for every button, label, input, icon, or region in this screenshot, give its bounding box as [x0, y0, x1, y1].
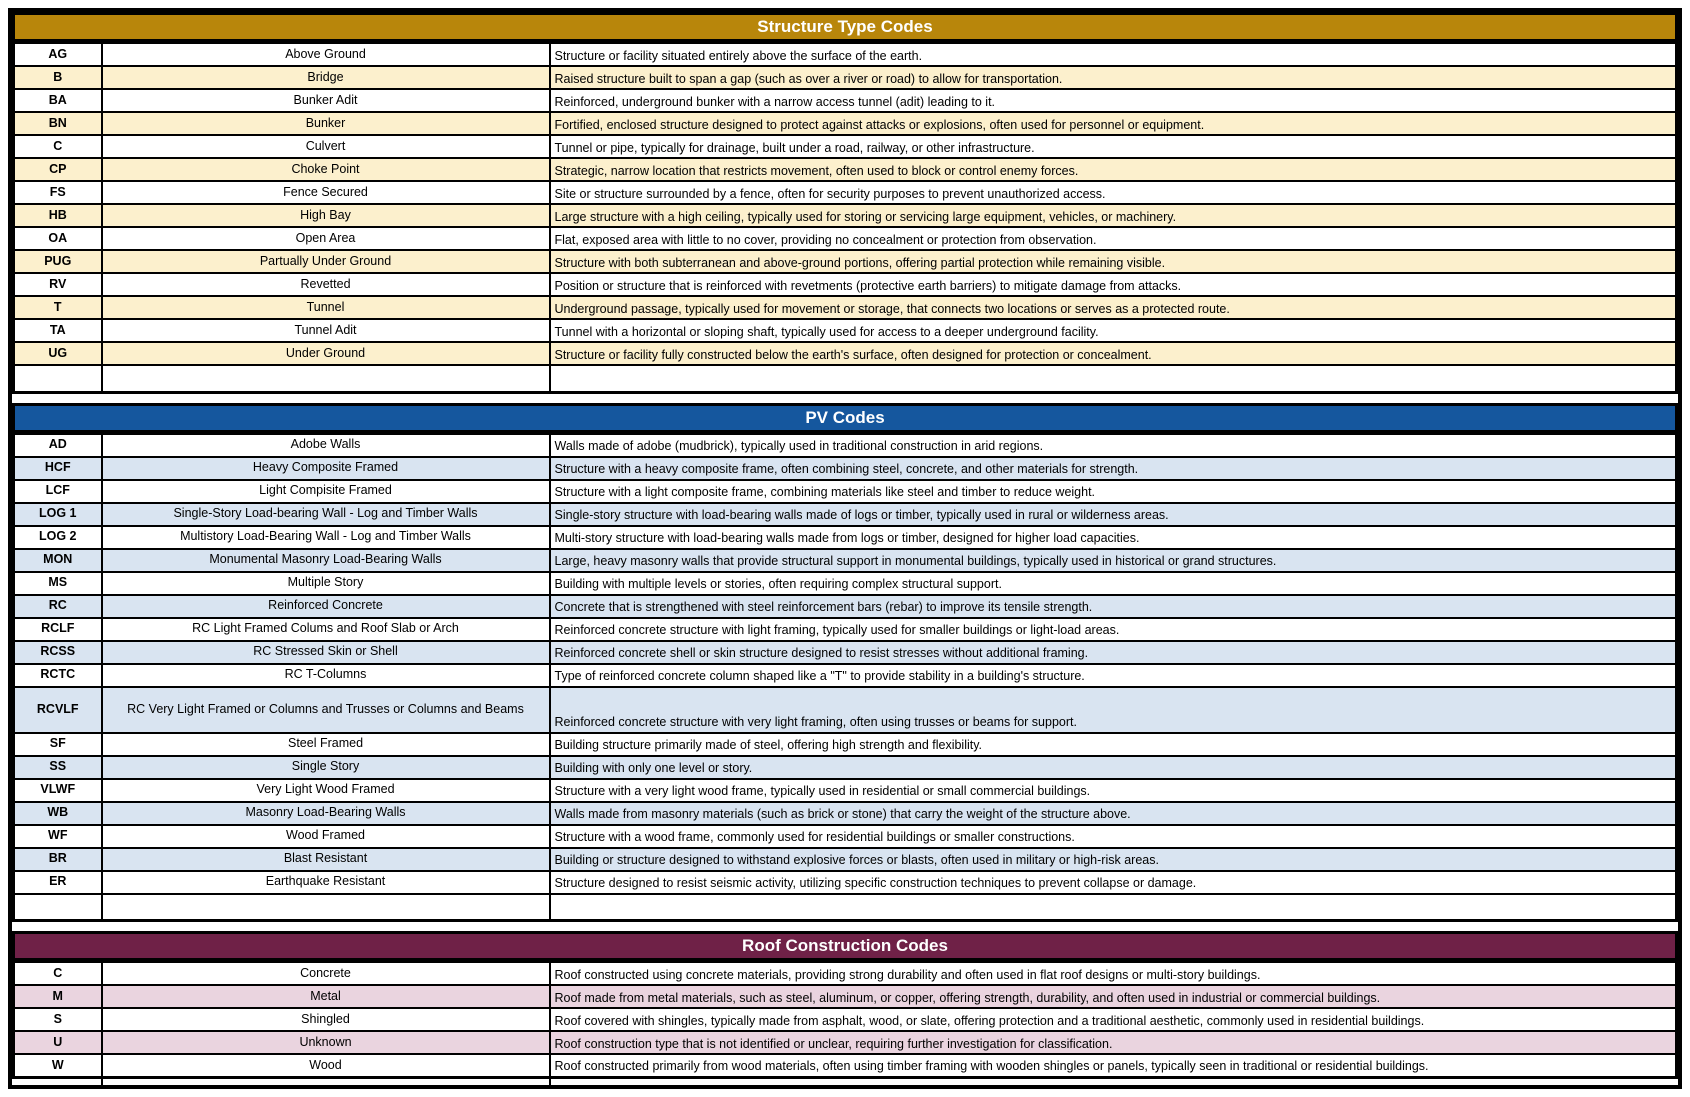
table-row [14, 227, 1677, 250]
name-cell: Very Light Wood Framed [102, 779, 550, 802]
name-cell: Metal [102, 985, 550, 1008]
table-row [14, 250, 1677, 273]
table-row [14, 319, 1677, 342]
code-cell: CP [14, 158, 102, 181]
desc-cell: Structure with a wood frame, commonly used for residential buildings or smaller constructions. [550, 825, 1677, 848]
desc-cell: Multi-story structure with load-bearing walls made from logs or timber, designed for higher load capacities. [550, 526, 1677, 549]
desc-cell: Walls made of adobe (mudbrick), typically used in traditional construction in arid regions. [550, 434, 1677, 457]
desc-cell: Large structure with a high ceiling, typically used for storing or servicing large equipment, vehicles, or machinery. [550, 204, 1677, 227]
empty-cell [550, 894, 1677, 921]
table-row [14, 181, 1677, 204]
name-cell: Blast Resistant [102, 848, 550, 871]
code-cell: UG [14, 342, 102, 365]
desc-cell: Site or structure surrounded by a fence, often for security purposes to prevent unauthorized access. [550, 181, 1677, 204]
name-cell: Single Story [102, 756, 550, 779]
section-title: Roof Construction Codes [742, 936, 948, 955]
table-row [14, 526, 1677, 549]
code-cell: U [14, 1031, 102, 1054]
code-cell: HCF [14, 457, 102, 480]
table-row [14, 733, 1677, 756]
code-cell: AD [14, 434, 102, 457]
code-cell: C [14, 135, 102, 158]
desc-cell: Walls made from masonry materials (such as brick or stone) that carry the weight of the structure above. [550, 802, 1677, 825]
code-cell: S [14, 1008, 102, 1031]
table-row [14, 273, 1677, 296]
table-row [14, 296, 1677, 319]
name-cell: Monumental Masonry Load-Bearing Walls [102, 549, 550, 572]
section-header-roof-construction-codes [12, 931, 1678, 961]
section-header-pv-codes [12, 403, 1678, 433]
empty-separator-row [14, 365, 1677, 392]
code-cell: W [14, 1054, 102, 1077]
name-cell: Partually Under Ground [102, 250, 550, 273]
code-cell: MS [14, 572, 102, 595]
name-cell: Under Ground [102, 342, 550, 365]
table-row [14, 549, 1677, 572]
table-row [14, 595, 1677, 618]
table-row [14, 825, 1677, 848]
code-cell: RCTC [14, 664, 102, 687]
name-cell: Fence Secured [102, 181, 550, 204]
name-cell: Bridge [102, 66, 550, 89]
pv-codes-table [12, 433, 1678, 923]
code-cell: WB [14, 802, 102, 825]
name-cell: RC Stressed Skin or Shell [102, 641, 550, 664]
code-cell: BN [14, 112, 102, 135]
empty-cell [550, 365, 1677, 392]
name-cell: RC Very Light Framed or Columns and Trusses or Columns and Beams [102, 687, 550, 733]
name-cell: Shingled [102, 1008, 550, 1031]
table-row [14, 756, 1677, 779]
desc-cell: Structure or facility fully constructed below the earth's surface, often designed for protection or concealment. [550, 342, 1677, 365]
desc-cell: Concrete that is strengthened with steel reinforcement bars (rebar) to improve its tensile strength. [550, 595, 1677, 618]
empty-cell [14, 365, 102, 392]
desc-cell: Raised structure built to span a gap (such as over a river or road) to allow for transportation. [550, 66, 1677, 89]
desc-cell: Reinforced, underground bunker with a narrow access tunnel (adit) leading to it. [550, 89, 1677, 112]
name-cell: Masonry Load-Bearing Walls [102, 802, 550, 825]
table-row [14, 1054, 1677, 1077]
name-cell: Multiple Story [102, 572, 550, 595]
empty-cell [102, 365, 550, 392]
name-cell: Revetted [102, 273, 550, 296]
code-cell: SS [14, 756, 102, 779]
bottom-empty-row [12, 1079, 1678, 1086]
desc-cell: Tunnel with a horizontal or sloping shaft, typically used for access to a deeper underground facility. [550, 319, 1677, 342]
desc-cell: Flat, exposed area with little to no cover, providing no concealment or protection from observation. [550, 227, 1677, 250]
desc-cell: Structure with a heavy composite frame, often combining steel, concrete, and other materials for strength. [550, 457, 1677, 480]
desc-cell: Building structure primarily made of steel, offering high strength and flexibility. [550, 733, 1677, 756]
code-cell: AG [14, 43, 102, 66]
table-row [14, 89, 1677, 112]
code-cell: MON [14, 549, 102, 572]
name-cell: RC Light Framed Colums and Roof Slab or Arch [102, 618, 550, 641]
table-row [14, 66, 1677, 89]
desc-cell: Fortified, enclosed structure designed to protect against attacks or explosions, often used for personnel or equipment. [550, 112, 1677, 135]
code-cell: RC [14, 595, 102, 618]
desc-cell: Single-story structure with load-bearing walls made of logs or timber, typically used in rural or wilderness areas. [550, 503, 1677, 526]
table-row [14, 641, 1677, 664]
desc-cell: Roof covered with shingles, typically made from asphalt, wood, or slate, offering protection and a traditional aesthetic, commonly used in residential buildings. [550, 1008, 1677, 1031]
table-row [14, 158, 1677, 181]
desc-cell: Tunnel or pipe, typically for drainage, built under a road, railway, or other infrastructure. [550, 135, 1677, 158]
desc-cell: Reinforced concrete shell or skin structure designed to resist stresses without additional framing. [550, 641, 1677, 664]
name-cell: Light Compisite Framed [102, 480, 550, 503]
empty-separator-row [14, 894, 1677, 921]
name-cell: Multistory Load-Bearing Wall - Log and Timber Walls [102, 526, 550, 549]
empty-name-cell [103, 1079, 551, 1086]
empty-cell [14, 894, 102, 921]
table-row [14, 779, 1677, 802]
section-roof-construction-codes [12, 931, 1678, 1079]
table-row [14, 962, 1677, 985]
name-cell: Heavy Composite Framed [102, 457, 550, 480]
code-cell: BR [14, 848, 102, 871]
section-pv-codes [12, 403, 1678, 923]
table-row [14, 135, 1677, 158]
name-cell: Tunnel Adit [102, 319, 550, 342]
code-cell: M [14, 985, 102, 1008]
code-cell: HB [14, 204, 102, 227]
desc-cell: Strategic, narrow location that restricts movement, often used to block or control enemy forces. [550, 158, 1677, 181]
code-cell: PUG [14, 250, 102, 273]
section-header-structure-type-codes [12, 12, 1678, 42]
table-row [14, 848, 1677, 871]
table-row [14, 342, 1677, 365]
table-row [14, 112, 1677, 135]
desc-cell: Structure with both subterranean and above-ground portions, offering partial protection while remaining visible. [550, 250, 1677, 273]
table-row [14, 687, 1677, 733]
empty-cell [102, 894, 550, 921]
code-cell: LOG 1 [14, 503, 102, 526]
code-reference-sheet [8, 8, 1682, 1089]
code-cell: RV [14, 273, 102, 296]
code-cell: C [14, 962, 102, 985]
code-cell: LCF [14, 480, 102, 503]
table-row [14, 503, 1677, 526]
name-cell: Wood Framed [102, 825, 550, 848]
name-cell: Above Ground [102, 43, 550, 66]
code-cell: OA [14, 227, 102, 250]
desc-cell: Roof made from metal materials, such as steel, aluminum, or copper, offering strength, durability, and often used in industrial or commercial buildings. [550, 985, 1677, 1008]
code-cell: BA [14, 89, 102, 112]
desc-cell: Type of reinforced concrete column shaped like a "T" to provide stability in a building's structure. [550, 664, 1677, 687]
section-structure-type-codes [12, 12, 1678, 394]
name-cell: Unknown [102, 1031, 550, 1054]
name-cell: Open Area [102, 227, 550, 250]
name-cell: Culvert [102, 135, 550, 158]
structure-type-codes-table [12, 42, 1678, 394]
desc-cell: Structure or facility situated entirely above the surface of the earth. [550, 43, 1677, 66]
code-cell: RCLF [14, 618, 102, 641]
roof-construction-codes-table [12, 961, 1678, 1079]
name-cell: Steel Framed [102, 733, 550, 756]
section-gap [12, 394, 1678, 403]
section-gap [12, 922, 1678, 931]
desc-cell: Roof constructed primarily from wood materials, often using timber framing with wooden shingles or panels, typically seen in traditional or residential buildings. [550, 1054, 1677, 1077]
table-row [14, 1008, 1677, 1031]
name-cell: Bunker Adit [102, 89, 550, 112]
name-cell: Reinforced Concrete [102, 595, 550, 618]
table-row [14, 457, 1677, 480]
name-cell: Single-Story Load-bearing Wall - Log and Timber Walls [102, 503, 550, 526]
table-row [14, 802, 1677, 825]
code-cell: LOG 2 [14, 526, 102, 549]
name-cell: Concrete [102, 962, 550, 985]
table-row [14, 985, 1677, 1008]
code-cell: T [14, 296, 102, 319]
table-row [14, 434, 1677, 457]
section-title: PV Codes [805, 407, 885, 427]
desc-cell: Building with only one level or story. [550, 756, 1677, 779]
code-cell: WF [14, 825, 102, 848]
desc-cell: Reinforced concrete structure with very light framing, often using trusses or beams for support. [550, 687, 1677, 733]
code-cell: RCVLF [14, 687, 102, 733]
table-row [14, 480, 1677, 503]
table-row [14, 43, 1677, 66]
empty-code-cell [12, 1079, 103, 1086]
code-cell: TA [14, 319, 102, 342]
name-cell: Wood [102, 1054, 550, 1077]
table-row [14, 664, 1677, 687]
code-cell: SF [14, 733, 102, 756]
desc-cell: Reinforced concrete structure with light framing, typically used for smaller buildings or light-load areas. [550, 618, 1677, 641]
desc-cell: Large, heavy masonry walls that provide structural support in monumental buildings, typically used in historical or grand structures. [550, 549, 1677, 572]
desc-cell: Underground passage, typically used for movement or storage, that connects two locations or serves as a protected route. [550, 296, 1677, 319]
name-cell: Choke Point [102, 158, 550, 181]
desc-cell: Building with multiple levels or stories, often requiring complex structural support. [550, 572, 1677, 595]
table-row [14, 618, 1677, 641]
desc-cell: Roof constructed using concrete materials, providing strong durability and often used in flat roof designs or multi-story buildings. [550, 962, 1677, 985]
code-cell: FS [14, 181, 102, 204]
code-cell: VLWF [14, 779, 102, 802]
name-cell: Bunker [102, 112, 550, 135]
name-cell: Earthquake Resistant [102, 871, 550, 894]
desc-cell: Position or structure that is reinforced with revetments (protective earth barriers) to mitigate damage from attacks. [550, 273, 1677, 296]
code-cell: ER [14, 871, 102, 894]
desc-cell: Structure with a very light wood frame, typically used in residential or small commercial buildings. [550, 779, 1677, 802]
name-cell: High Bay [102, 204, 550, 227]
name-cell: RC T-Columns [102, 664, 550, 687]
code-cell: RCSS [14, 641, 102, 664]
name-cell: Tunnel [102, 296, 550, 319]
table-row [14, 572, 1677, 595]
code-cell: B [14, 66, 102, 89]
table-row [14, 204, 1677, 227]
section-title: Structure Type Codes [757, 17, 933, 36]
table-row [14, 1031, 1677, 1054]
desc-cell: Structure with a light composite frame, combining materials like steel and timber to reduce weight. [550, 480, 1677, 503]
desc-cell: Structure designed to resist seismic activity, utilizing specific construction techniques to prevent collapse or damage. [550, 871, 1677, 894]
table-row [14, 871, 1677, 894]
desc-cell: Building or structure designed to withstand explosive forces or blasts, often used in military or high-risk areas. [550, 848, 1677, 871]
desc-cell: Roof construction type that is not identified or unclear, requiring further investigation for classification. [550, 1031, 1677, 1054]
name-cell: Adobe Walls [102, 434, 550, 457]
